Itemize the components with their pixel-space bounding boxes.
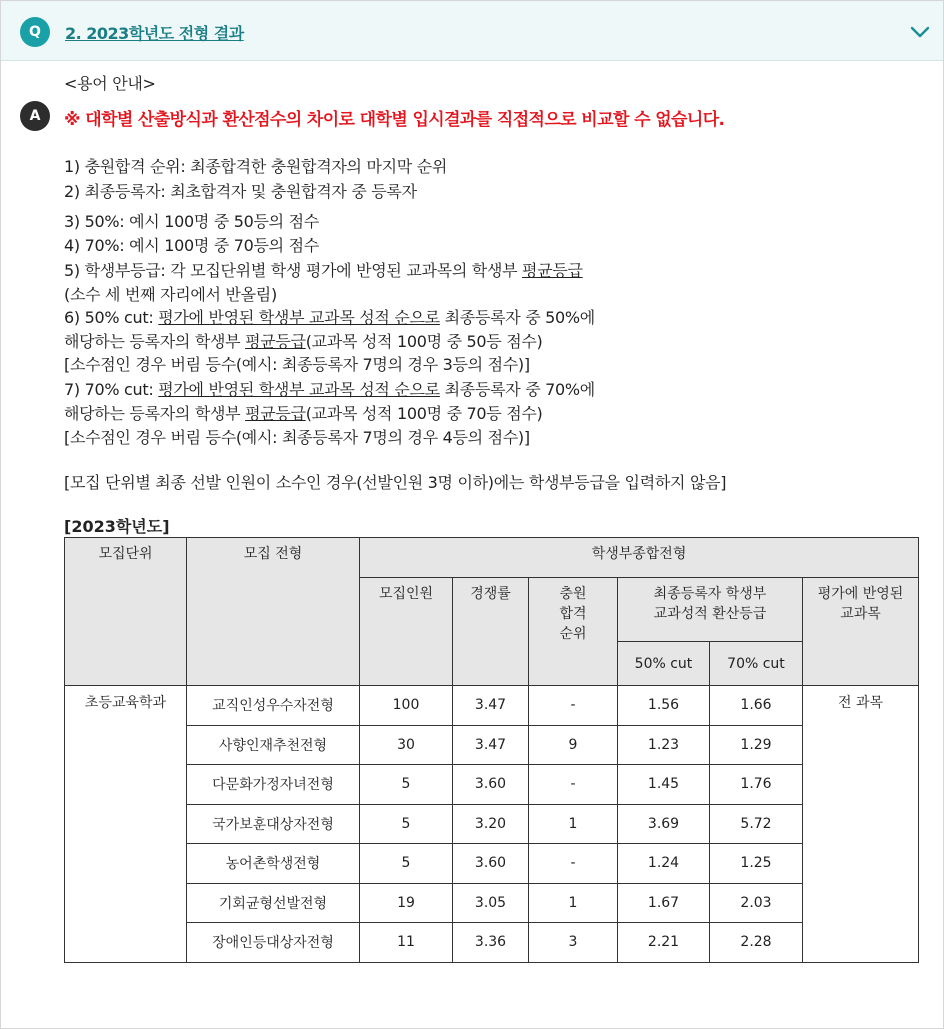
rank-cell: 3 [529,923,618,963]
term-line-5 [64,258,583,281]
header-quota: 모집인원 [360,578,453,686]
table-row [65,804,919,844]
header-rank-line-3: 순위 [559,626,587,642]
term-line-8 [64,329,542,352]
header-grade [618,578,803,642]
term-line-11-text: 해당하는 등록자의 학생부 [64,404,246,423]
cut50-cell: 2.21 [618,923,710,963]
term-line-11-tail: (교과목 성적 100명 중 70등 점수) [305,404,543,423]
admission-results-table [64,537,919,963]
term-line-8-tail: (교과목 성적 100명 중 50등 점수) [305,332,543,351]
cut70-cell: 1.76 [710,765,803,805]
header-grade-line-1: 최종등록자 학생부 [653,586,767,602]
term-line-10-tail: 최종등록자 중 70%에 [439,380,595,399]
subjects-cell: 전 과목 [803,686,919,963]
type-cell: 교직인성우수자전형 [187,686,360,726]
header-type: 모집 전형 [187,538,360,686]
cut50-cell: 1.24 [618,844,710,884]
term-line-8-text: 해당하는 등록자의 학생부 [64,332,246,351]
rank-cell: - [529,844,618,884]
glossary-intro: <용어 안내> [64,74,156,93]
ratio-cell: 3.05 [453,883,529,923]
ratio-cell: 3.60 [453,844,529,884]
rank-cell: 1 [529,804,618,844]
term-line-10-text: 7) 70% cut: [64,380,159,399]
term-line-5-text: 5) 학생부등급: 각 모집단위별 학생 평가에 반영된 교과목의 학생부 [64,261,523,280]
cut70-cell: 1.25 [710,844,803,884]
quota-cell: 11 [360,923,453,963]
term-line-7-underline: 평가에 반영된 학생부 교과목 성적 순으로 [158,308,440,327]
quota-cell: 30 [360,725,453,765]
cut70-cell: 2.28 [710,923,803,963]
header-unit: 모집단위 [65,538,187,686]
header-rank-line-2: 합격 [559,606,587,622]
term-line-1: 1) 충원합격 순위: 최종합격한 충원합격자의 마지막 순위 [64,157,448,176]
type-cell: 다문화가정자녀전형 [187,765,360,805]
ratio-cell: 3.36 [453,923,529,963]
header-subjects-line-1: 평가에 반영된 [817,586,904,602]
rank-cell: - [529,765,618,805]
term-line-8-underline: 평균등급 [245,332,306,351]
header-rank [529,578,618,686]
cut50-cell: 1.67 [618,883,710,923]
table-row [65,883,919,923]
type-cell: 국가보훈대상자전형 [187,804,360,844]
quota-cell: 5 [360,844,453,884]
ratio-cell: 3.47 [453,686,529,726]
rank-cell: 1 [529,883,618,923]
quota-cell: 5 [360,804,453,844]
type-cell: 기회균형선발전형 [187,883,360,923]
cut70-cell: 5.72 [710,804,803,844]
table-row [65,844,919,884]
table-row [65,725,919,765]
answer-badge: A [20,101,50,131]
table-row [65,923,919,963]
warning-notice: ※ 대학별 산출방식과 환산점수의 차이로 대학별 입시결과를 직접적으로 비교할 수 없습니다. [64,110,725,130]
header-group: 학생부종합전형 [360,538,919,578]
type-cell: 농어촌학생전형 [187,844,360,884]
cut50-cell: 1.56 [618,686,710,726]
term-line-11 [64,401,542,424]
question-header[interactable] [1,1,943,61]
term-line-2: 2) 최종등록자: 최초합격자 및 충원합격자 중 등록자 [64,182,417,201]
term-line-10-underline: 평가에 반영된 학생부 교과목 성적 순으로 [158,380,440,399]
term-line-7-tail: 최종등록자 중 50%에 [439,308,595,327]
term-line-3: 3) 50%: 예시 100명 중 50등의 점수 [64,212,319,231]
header-subjects [803,578,919,686]
table-row [65,686,919,726]
ratio-cell: 3.20 [453,804,529,844]
question-badge: Q [20,17,50,47]
cut70-cell: 1.29 [710,725,803,765]
term-line-4: 4) 70%: 예시 100명 중 70등의 점수 [64,236,319,255]
unit-cell: 초등교육학과 [65,686,187,963]
term-line-13: [모집 단위별 최종 선발 인원이 소수인 경우(선발인원 3명 이하)에는 학생부등급을 입력하지 않음] [64,473,727,492]
term-line-5-underline: 평균등급 [522,261,583,280]
type-cell: 사향인재추천전형 [187,725,360,765]
quota-cell: 5 [360,765,453,805]
header-ratio: 경쟁률 [453,578,529,686]
table-title: [2023학년도] [64,517,170,536]
chevron-down-icon[interactable] [909,21,931,43]
cut70-cell: 1.66 [710,686,803,726]
term-line-6: (소수 세 번째 자리에서 반올림) [64,285,277,304]
term-line-11-underline: 평균등급 [245,404,306,423]
cut50-cell: 1.23 [618,725,710,765]
term-line-9: [소수점인 경우 버림 등수(예시: 최종등록자 7명의 경우 3등의 점수)] [64,355,530,374]
term-line-10 [64,377,595,400]
rank-cell: 9 [529,725,618,765]
term-line-12: [소수점인 경우 버림 등수(예시: 최종등록자 7명의 경우 4등의 점수)] [64,428,530,447]
header-grade-line-2: 교과성적 환산등급 [653,606,767,622]
ratio-cell: 3.60 [453,765,529,805]
header-subjects-line-2: 교과목 [840,606,881,622]
table-row [65,765,919,805]
term-line-7-text: 6) 50% cut: [64,308,159,327]
cut70-cell: 2.03 [710,883,803,923]
rank-cell: - [529,686,618,726]
cut50-cell: 1.45 [618,765,710,805]
cut50-cell: 3.69 [618,804,710,844]
quota-cell: 19 [360,883,453,923]
term-line-7 [64,305,595,328]
question-title-link[interactable]: 2. 2023학년도 전형 결과 [65,24,244,43]
type-cell: 장애인등대상자전형 [187,923,360,963]
ratio-cell: 3.47 [453,725,529,765]
quota-cell: 100 [360,686,453,726]
header-cut-50: 50% cut [618,642,710,686]
header-rank-line-1: 충원 [559,586,587,602]
header-cut-70: 70% cut [710,642,803,686]
